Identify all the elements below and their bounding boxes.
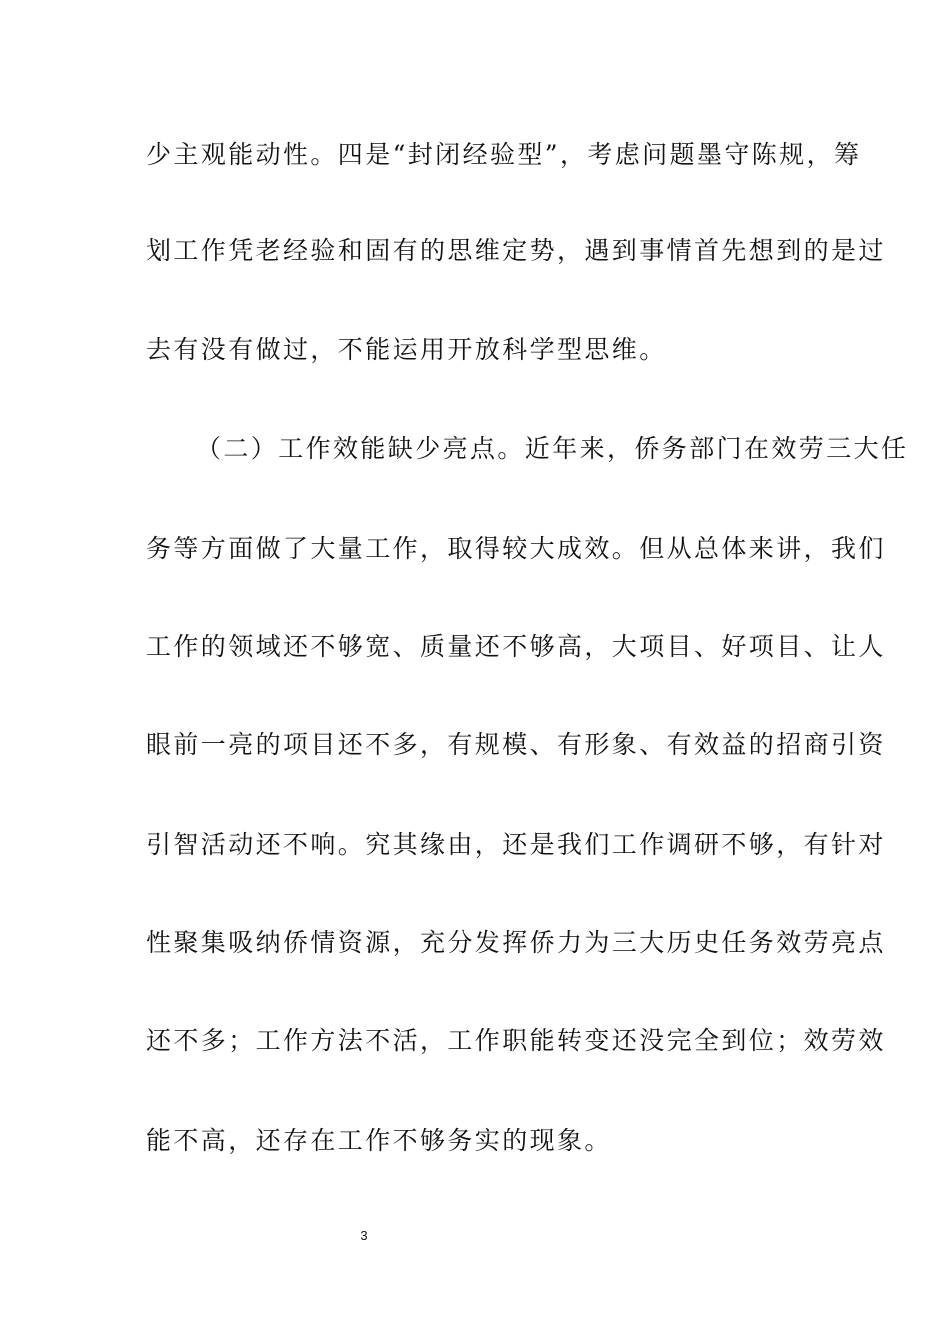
text-line: 性聚集吸纳侨情资源，充分发挥侨力为三大历史任务效劳亮点: [146, 928, 886, 957]
text-line: 引智活动还不响。究其缘由，还是我们工作调研不够，有针对: [146, 830, 886, 859]
text-line: 少主观能动性。四是“封闭经验型”，考虑问题墨守陈规，筹: [146, 140, 862, 169]
text-line: 眼前一亮的项目还不多，有规模、有形象、有效益的招商引资: [146, 730, 886, 759]
text-line: 去有没有做过，不能运用开放科学型思维。: [146, 335, 667, 364]
paragraph-start-line: （二）工作效能缺少亮点。近年来，侨务部门在效劳三大任: [196, 434, 909, 463]
text-line: 工作的领域还不够宽、质量还不够高，大项目、好项目、让人: [146, 632, 886, 661]
text-line: 划工作凭老经验和固有的思维定势，遇到事情首先想到的是过: [146, 236, 886, 265]
text-line: 还不多；工作方法不活，工作职能转变还没完全到位；效劳效: [146, 1026, 886, 1055]
page-number: 3: [360, 1228, 368, 1243]
text-line: 能不高，还存在工作不够务实的现象。: [146, 1126, 612, 1155]
text-line: 务等方面做了大量工作，取得较大成效。但从总体来讲，我们: [146, 534, 886, 563]
